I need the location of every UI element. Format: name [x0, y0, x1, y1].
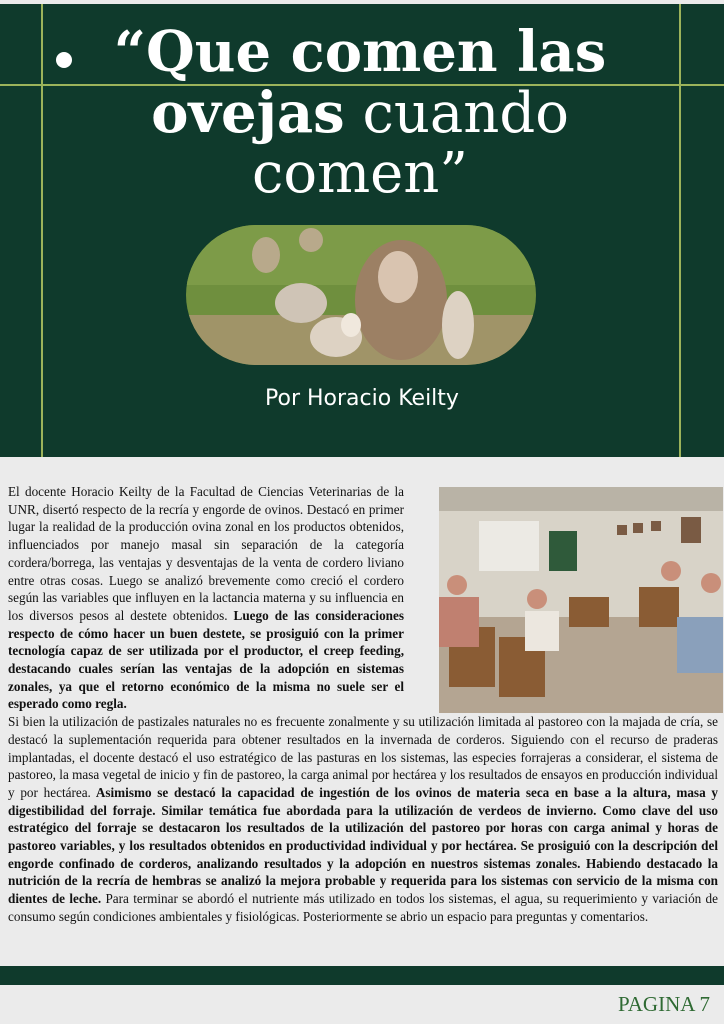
- article-paragraph-2: [8, 713, 718, 925]
- author-byline: Por Horacio Keilty: [265, 386, 459, 411]
- paragraph-2-text-2: Para terminar se abordó el nutriente más utilizado en todos los sistemas, el agua, su requerimiento y variación de consumo según condiciones ambientales y fisiológicas. Posteriormente se abrio un espacio para preguntas y comentarios.: [8, 891, 718, 924]
- paragraph-1-text: El docente Horacio Keilty de la Facultad de Ciencias Veterinarias de la UNR, disertó respecto de la recría y engorde de ovinos. Destacó en primer lugar la realidad de la producción ovina zonal en los productos obtenidos, influenciados por manejo masal sin separación de la categoría cordera/borrega, las ventajas y desventajas de la venta de cordero liviano entre otras cosas. Luego se analizó brevemente como creció el cordero según las variables que influyen en la lactancia materna y su influencia en los diversos pesos al destete obtenidos.: [8, 484, 404, 623]
- footer-bar: [0, 966, 724, 985]
- bullet-icon: [56, 52, 72, 68]
- paragraph-1-bold: Luego de las consideraciones respecto de cómo hacer un buen destete, se prosiguió con la primer tecnología capaz de ser utilizada por el productor, el creep feeding, destacando cuales serían las ventajas de la adopción en sistemas zonales, ya que el retorno económico de la misma no suele ser el esperado como regla.: [8, 607, 405, 712]
- sheep-photo: [186, 225, 536, 365]
- title-line-1: “Que comen las: [113, 19, 607, 85]
- article-body: [8, 483, 718, 926]
- article-paragraph-1: [8, 483, 404, 713]
- title-line-3: comen”: [251, 141, 468, 206]
- title-word-ovejas: ovejas: [151, 80, 345, 146]
- paragraph-2-bold: Asimismo se destacó la capacidad de ingestión de los ovinos de materia seca en base a la altura, masa y digestibilidad del forraje. Similar temática fue abordada para la utilización de verdeos de invierno. Como clave del uso estratégico del forraje se destacaron los resultados de la utilización del pastoreo por horas con carga animal y horas de pastoreo variables, y los resultados obtenidos en productividad individual y por hectárea. Se prosiguió con la descripción del engorde confinado de corderos, analizando resultados y la adopción en nuestros sistemas zonales. Habiendo destacado la nutrición de la recría de hembras se analizó la mejora probable y requerida para los sistemas con servicio de la misma con dientes de leche.: [8, 784, 718, 907]
- page-number: PAGINA 7: [618, 992, 710, 1016]
- page-title: [110, 19, 610, 206]
- title-word-cuando: cuando: [344, 81, 569, 146]
- paragraph-2-text-1: Si bien la utilización de pastizales naturales no es frecuente zonalmente y su utilización limitada al pastoreo con la majada de cría, se destacó la suplementación requerida para obtener resultados en la invernada de corderos. Siguiendo con el recurso de praderas implantadas, el docente destacó el uso estratégico de las pasturas en los sistemas, las especies forrajeras a considerar, el sistema de pastoreo, la masa vegetal de inicio y fin de pastoreo, la carga animal por hectárea y los resultados de ensayos en producción individual y por hectárea.: [8, 714, 718, 800]
- header-panel: [0, 4, 724, 457]
